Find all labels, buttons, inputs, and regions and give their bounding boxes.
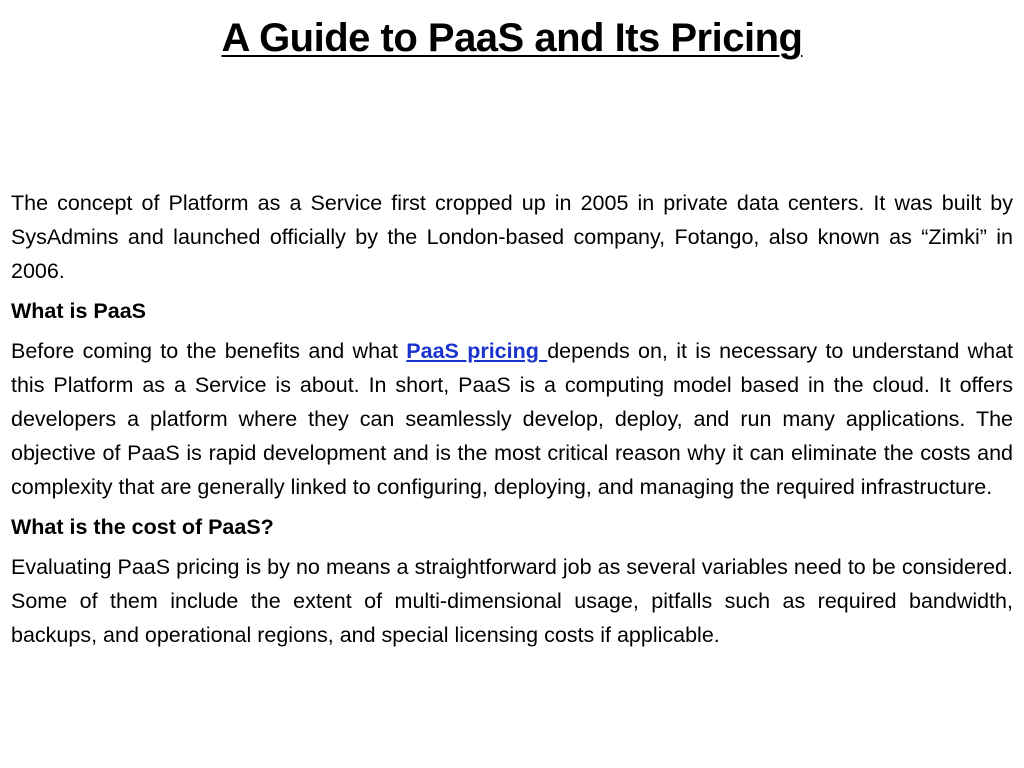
what-is-paas-paragraph [11, 334, 1013, 504]
paragraph-text-before-link: Before coming to the benefits and what [11, 339, 407, 363]
page-title: A Guide to PaaS and Its Pricing [221, 16, 803, 60]
section-heading-what-is-paas: What is PaaS [11, 299, 147, 323]
paas-pricing-link[interactable]: PaaS pricing [406, 339, 548, 363]
intro-paragraph: The concept of Platform as a Service first cropped up in 2005 in private data centers. It was built by SysAdmins and launched officially by the London-based company, Fotango, also known as “Zimki” in 2006. [11, 191, 1013, 283]
cost-of-paas-paragraph: Evaluating PaaS pricing is by no means a straightforward job as several variables need to be considered. Some of them include the extent of multi-dimensional usage, pitfalls such as required bandwidth, backups, and operational regions, and special licensing costs if applicable. [11, 555, 1013, 647]
paragraph-text-after-link: depends on, it is necessary to understand what this Platform as a Service is about. In short, PaaS is a computing model based in the cloud. It offers developers a platform where they can seamlessly develop, deploy, and run many applications. The objective of PaaS is rapid development and is the most critical reason why it can eliminate the costs and complexity that are generally linked to configuring, deploying, and managing the required infrastructure. [11, 339, 1014, 499]
section-heading-cost-of-paas: What is the cost of PaaS? [11, 515, 274, 539]
article-body [11, 186, 1013, 658]
